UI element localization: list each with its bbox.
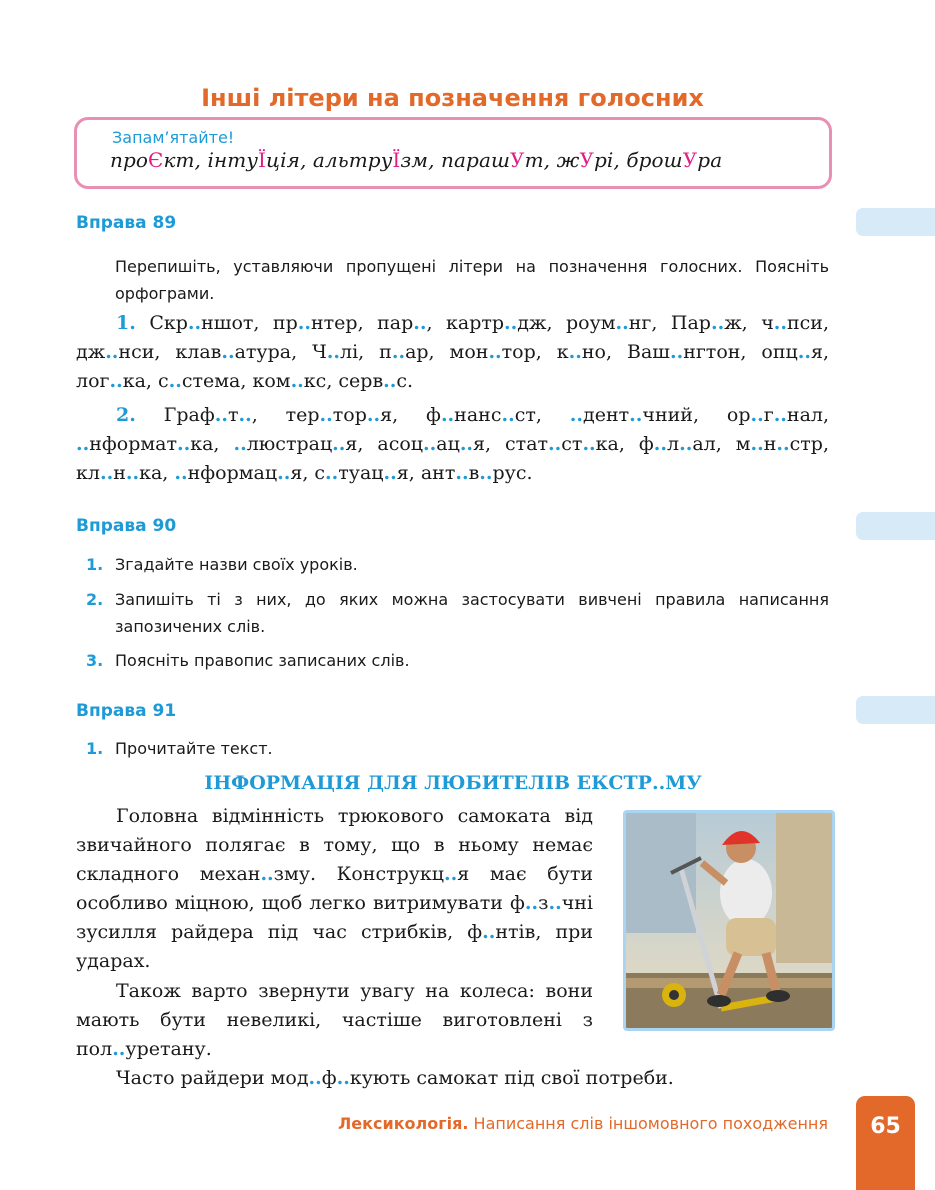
list-number: 1.: [86, 739, 104, 758]
rule-word: проЄкт,: [110, 148, 202, 172]
list-item: [86, 735, 829, 762]
highlighted-letter: У: [579, 148, 594, 172]
exercise-91-heading: Вправа 91: [76, 701, 177, 721]
footer-section: Лексикологія.: [338, 1114, 469, 1133]
list-item: [86, 647, 829, 674]
list-text: Прочитайте текст.: [115, 739, 273, 758]
list-number: 1.: [86, 555, 104, 574]
list-text: Поясніть правопис записаних слів.: [115, 651, 410, 670]
list-number: 2.: [86, 590, 104, 609]
part-number: 1.: [116, 312, 136, 334]
text-title: ІНФОРМАЦІЯ ДЛЯ ЛЮБИТЕЛІВ ЕКСТР..МУ: [204, 772, 702, 794]
text-paragraph: Головна відмінність трюкового самоката від звичайного полягає в тому, що в ньому немає складного механ..зму. Конструкц..я має бути особливо міцною, щоб легко витримувати ф..з..чні зусилля райдера під час стрибків, ф..нтів, при ударах.: [76, 805, 593, 972]
highlighted-letter: Ї: [258, 148, 267, 172]
exercise-89-part-2: [76, 401, 829, 488]
side-tab: [856, 512, 935, 540]
list-text: Згадайте назви своїх уроків.: [115, 555, 358, 574]
rule-word: парашУт,: [441, 148, 551, 172]
rule-word: альтруЇзм,: [312, 148, 435, 172]
highlighted-letter: Є: [148, 148, 164, 172]
part-text: Скр..ншот, пр..нтер, пар.., картр..дж, роум..нг, Пар..ж, ч..пси, дж..нси, клав..атура, Ч..лі, п..ар, мон..тор, к..но, Ваш..нгтон, опц..я, лог..ка, с..стема, ком..кс, серв..с.: [76, 312, 830, 392]
rule-words: [110, 148, 722, 172]
highlighted-letter: У: [682, 148, 698, 172]
list-item: [86, 586, 829, 640]
scooter-rider-illustration: [626, 813, 832, 1028]
page-number: 65: [856, 1096, 915, 1190]
text-paragraph: Часто райдери мод..ф..кують самокат під свої потреби.: [116, 1067, 674, 1089]
exercise-90-heading: Вправа 90: [76, 516, 177, 536]
text-paragraph: Також варто звернути увагу на колеса: вони мають бути невеликі, частіше виготовлені з пол..уретану.: [76, 980, 593, 1060]
list-number: 3.: [86, 651, 104, 670]
side-tab: [856, 208, 935, 236]
scooter-rider-photo: [623, 810, 835, 1031]
exercise-89-instruction: Перепишіть, уставляючи пропущені літери на позначення голосних. Поясніть орфограми.: [115, 257, 829, 303]
exercise-89-heading: Вправа 89: [76, 213, 177, 233]
rule-label: Запам’ятайте!: [112, 128, 235, 147]
part-number: 2.: [116, 404, 136, 426]
rule-word: брошУра: [626, 148, 723, 172]
part-text: Граф..т.., тер..тор..я, ф..нанс..ст, ..дент..чний, ор..г..нал, ..нформат..ка, ..люстрац..я, асоц..ац..я, стат..ст..ка, ф..л..ал, м..н..стр, кл..н..ка, ..нформац..я, с..туац..я, ант..в..рус.: [76, 404, 830, 484]
list-item: [86, 551, 829, 578]
footer-topic: Написання слів іншомовного походження: [473, 1114, 828, 1133]
rule-word: інтуЇція,: [207, 148, 307, 172]
footer-running-title: [200, 1114, 828, 1133]
side-tab: [856, 696, 935, 724]
rule-word: жУрі,: [556, 148, 620, 172]
highlighted-letter: Ї: [392, 148, 401, 172]
list-text: Запишіть ті з них, до яких можна застосувати вивчені правила написання запозичених слів.: [115, 590, 829, 636]
section-title: Інші літери на позначення голосних: [201, 84, 704, 112]
exercise-89-part-1: [76, 309, 829, 396]
highlighted-letter: У: [510, 148, 525, 172]
